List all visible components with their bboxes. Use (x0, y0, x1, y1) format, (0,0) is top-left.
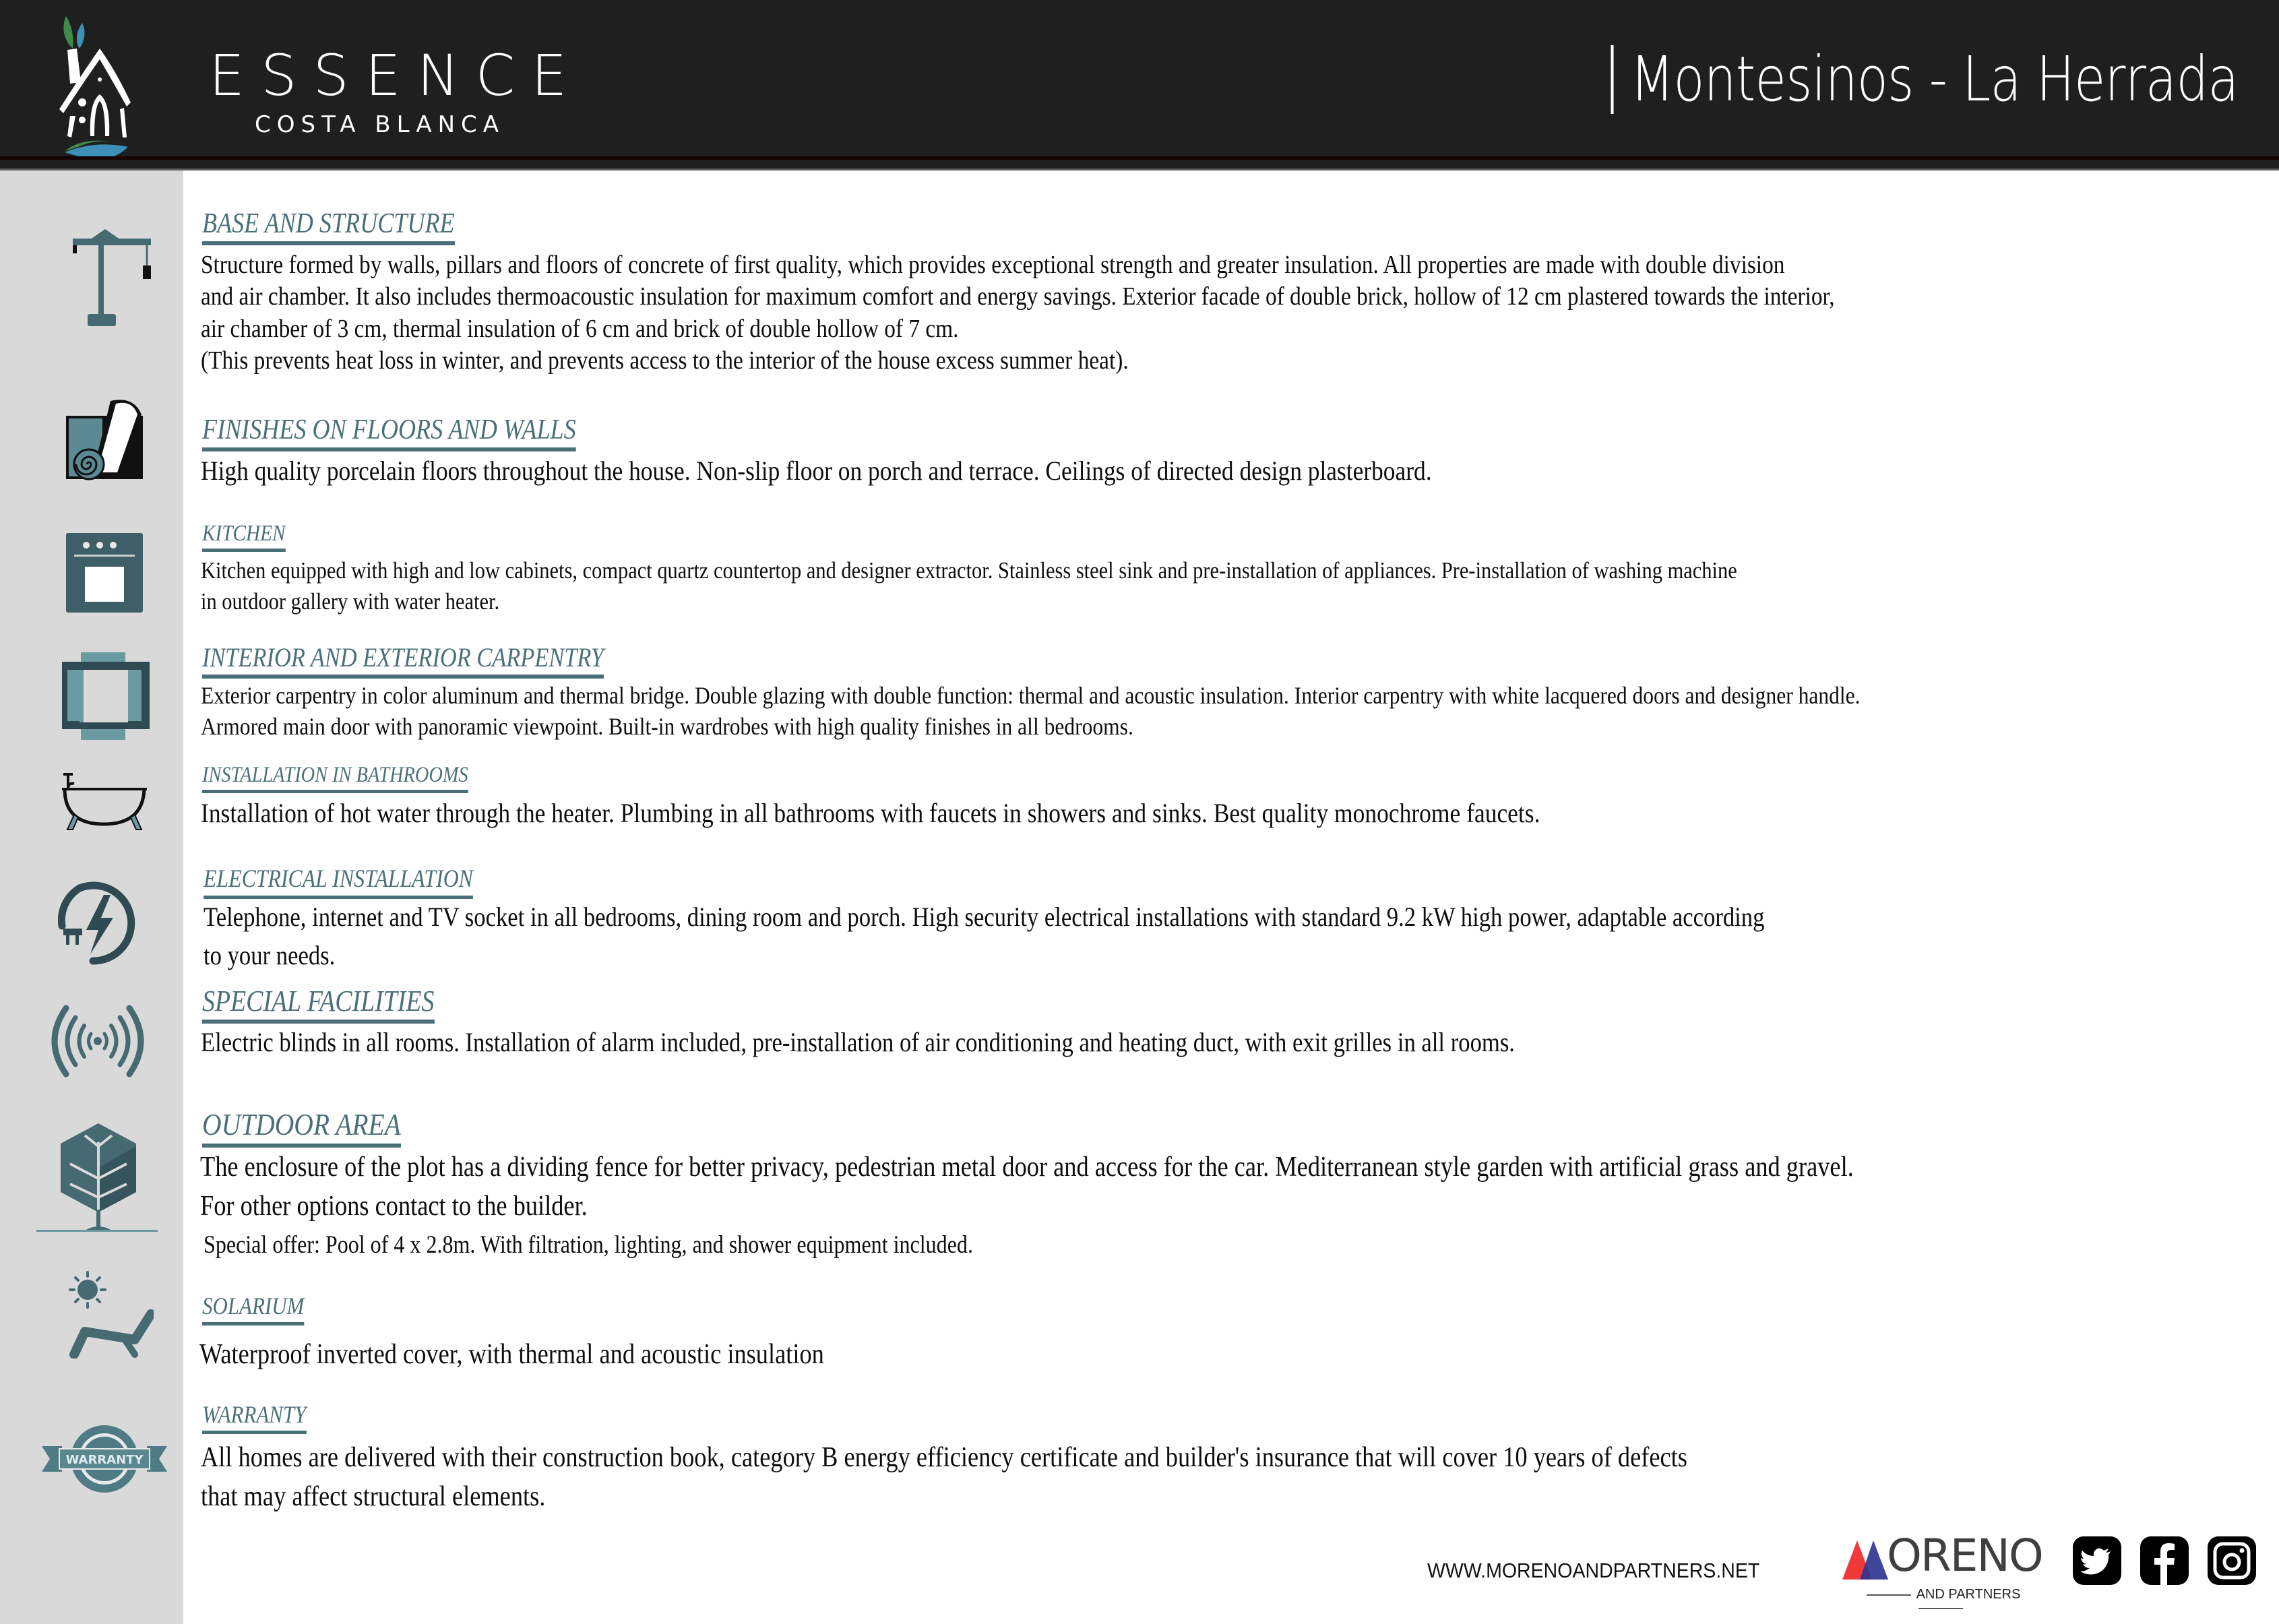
twitter-button[interactable] (2073, 1536, 2121, 1585)
brand (209, 42, 584, 138)
section-line: Kitchen equipped with high and low cabinets, compact quartz countertop and designer extractor. Stainless steel sink and pre-installation of appliances. Pre-installation of washing machine (201, 557, 1737, 584)
section-line: Telephone, internet and TV socket in all bedrooms, dining room and porch. High security electrical installations with standard 9.2 kW high power, adaptable according (204, 902, 1765, 932)
section-title-finishes: FINISHES ON FLOORS AND WALLS (202, 415, 576, 451)
section-line: Electric blinds in all rooms. Installation of alarm included, pre-installation of air conditioning and heating duct, with exit grilles in all rooms. (201, 1027, 1515, 1057)
warranty-badge-icon (42, 1425, 167, 1493)
twitter-icon (2073, 1536, 2121, 1585)
essence-house-logo-icon (40, 8, 189, 156)
section-line: Special offer: Pool of 4 x 2.8m. With filtration, lighting, and shower equipment included. (204, 1231, 973, 1259)
section-title-carpentry: INTERIOR AND EXTERIOR CARPENTRY (202, 644, 604, 679)
website-link[interactable]: WWW.MORENOANDPARTNERS.NET (1427, 1559, 1760, 1582)
title-divider (1611, 45, 1614, 114)
section-line: air chamber of 3 cm, thermal insulation of 6 cm and brick of double hollow of 7 cm. (201, 315, 959, 343)
oven-icon (66, 533, 144, 614)
section-line: For other options contact to the builder. (200, 1191, 588, 1222)
section-line: Exterior carpentry in color aluminum and thermal bridge. Double glazing with double function: thermal and acoustic insulation. Interior carpentry with white lacquered doors and designer handle. (201, 682, 1861, 709)
section-line: (This prevents heat loss in winter, and prevents access to the interior of the house excess summer heat). (201, 346, 1129, 375)
window-frame-icon (62, 652, 150, 740)
section-line: All homes are delivered with their construction book, category B energy efficiency certificate and builder's insurance that will cover 10 years of defects (201, 1442, 1687, 1473)
facebook-button[interactable] (2140, 1536, 2189, 1585)
moreno-m-mark-icon (1842, 1540, 1892, 1581)
moreno-logo-subtitle: AND PARTNERS (1840, 1588, 2042, 1615)
section-title-electrical: ELECTRICAL INSTALLATION (204, 867, 473, 899)
section-line: Structure formed by walls, pillars and floors of concrete of first quality, which provides exceptional strength and greater insulation. All properties are made with double division (201, 251, 1785, 279)
section-line: Armored main door with panoramic viewpoint. Built-in wardrobes with high quality finishes in all bedrooms. (201, 713, 1133, 740)
signal-waves-icon (47, 1004, 148, 1078)
section-title-outdoor-area: OUTDOOR AREA (202, 1108, 401, 1148)
section-title-base-and-structure: BASE AND STRUCTURE (202, 209, 455, 245)
brand-subtitle: COSTA BLANCA (255, 111, 505, 138)
warranty-badge-text: WARRANTY (65, 1453, 144, 1467)
header-bottom-border (0, 168, 2279, 170)
electric-plug-icon (53, 876, 144, 968)
brand-name: ESSENCE (209, 42, 584, 108)
tree-icon (36, 1122, 160, 1234)
section-title-special-facilities: SPECIAL FACILITIES (202, 986, 434, 1024)
page-title-text: Montesinos - La Herrada (1630, 43, 2239, 115)
section-line: Installation of hot water through the heater. Plumbing in all bathrooms with faucets in showers and sinks. Best quality monochrome faucets. (201, 798, 1540, 828)
section-line: to your needs. (204, 940, 336, 970)
facebook-icon (2140, 1536, 2189, 1585)
moreno-logo-word: ORENO (1887, 1530, 2042, 1582)
crane-icon (73, 229, 154, 330)
section-line: and air chamber. It also includes thermoacoustic insulation for maximum comfort and energy savings. Exterior facade of double brick, hollow of 12 cm plastered towards the interior, (201, 282, 1835, 311)
bathtub-icon (61, 773, 148, 832)
section-title-bathrooms: INSTALLATION IN BATHROOMS (202, 763, 468, 793)
sun-lounger-icon (62, 1271, 154, 1358)
header (0, 0, 2279, 170)
section-title-solarium: SOLARIUM (202, 1294, 304, 1325)
section-line: High quality porcelain floors throughout the house. Non-slip floor on porch and terrace. Ceilings of directed design plasterboard. (201, 456, 1432, 486)
page-title (1611, 43, 2239, 118)
floor-roll-icon (66, 400, 144, 480)
instagram-button[interactable] (2208, 1536, 2256, 1585)
instagram-icon (2208, 1536, 2256, 1585)
moreno-and-partners-logo (1840, 1530, 2042, 1602)
section-line: that may affect structural elements. (201, 1481, 546, 1512)
section-line: The enclosure of the plot has a dividing fence for better privacy, pedestrian metal door and access for the car. Mediterranean style garden with artificial grass and gravel. (200, 1152, 1854, 1183)
section-title-warranty: WARRANTY (202, 1402, 306, 1434)
section-title-kitchen: KITCHEN (202, 522, 285, 552)
section-line: in outdoor gallery with water heater. (201, 588, 500, 615)
header-divider (0, 156, 2279, 160)
section-line: Waterproof inverted cover, with thermal and acoustic insulation (199, 1339, 824, 1370)
